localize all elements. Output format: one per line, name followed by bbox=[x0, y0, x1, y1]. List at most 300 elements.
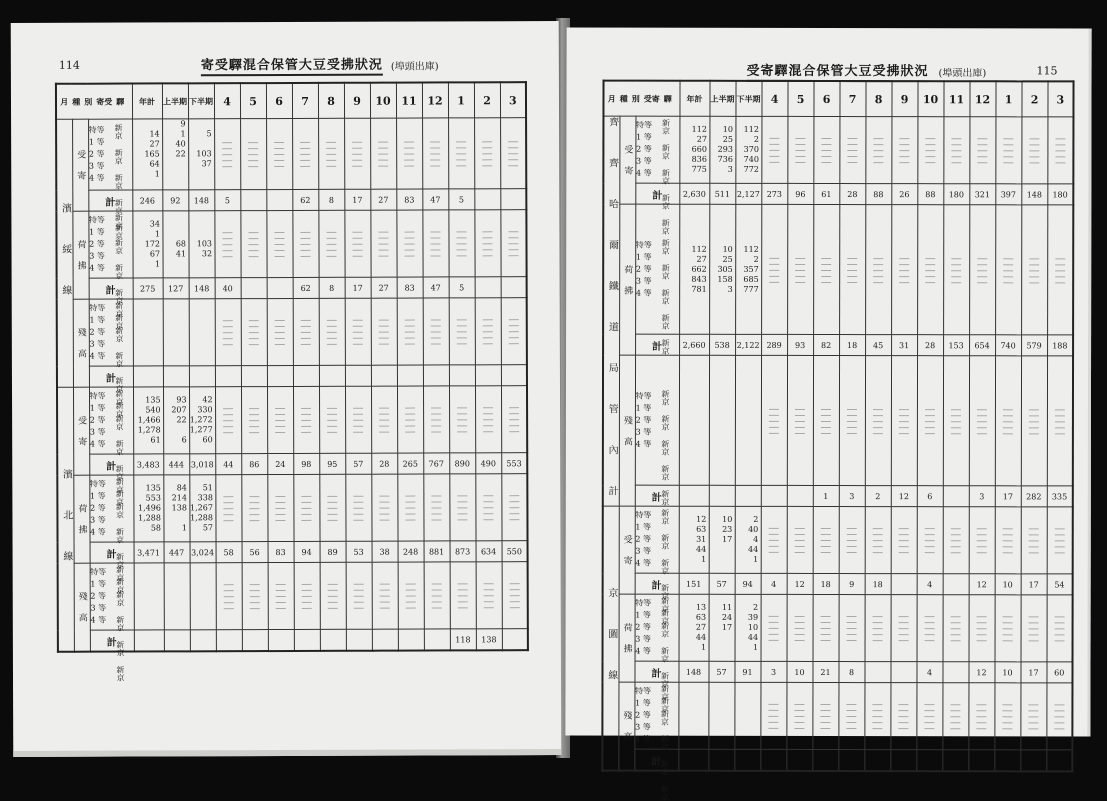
grade-label: 1 等 bbox=[89, 227, 105, 237]
cell-value: 5 bbox=[206, 129, 212, 139]
dash-mark bbox=[405, 413, 415, 415]
dash-mark bbox=[769, 419, 779, 421]
cell-value bbox=[164, 611, 189, 621]
total-label: 計 bbox=[89, 454, 133, 475]
dash-mark bbox=[1055, 539, 1065, 541]
month-values bbox=[397, 386, 423, 453]
dash-mark bbox=[847, 269, 857, 271]
dash-mark bbox=[1029, 426, 1039, 428]
month-values bbox=[267, 386, 293, 453]
corner-label: 受寄 bbox=[643, 93, 660, 104]
month-values bbox=[370, 210, 396, 277]
dash-mark bbox=[1003, 269, 1013, 271]
month-total bbox=[760, 749, 786, 771]
grade-label: 特等 bbox=[635, 598, 652, 608]
grade-label: 3 等 bbox=[89, 339, 106, 349]
dash-mark bbox=[300, 159, 310, 161]
dash-mark bbox=[1029, 257, 1039, 259]
total-label: 計 bbox=[90, 542, 134, 563]
month-total bbox=[397, 365, 423, 386]
dash-mark bbox=[223, 419, 233, 421]
total-label: 計 bbox=[89, 278, 133, 299]
dash-mark bbox=[484, 600, 494, 602]
month-values bbox=[293, 298, 319, 365]
dash-mark bbox=[847, 527, 857, 529]
grade-label: 特等 bbox=[635, 510, 652, 520]
first-half-values bbox=[163, 387, 189, 454]
dash-mark bbox=[249, 243, 259, 245]
grade-label: 1 等 bbox=[90, 491, 106, 501]
year-total: 2,660 bbox=[679, 334, 709, 355]
cell-value: 1,288 bbox=[138, 513, 161, 523]
dash-mark bbox=[458, 588, 468, 590]
dash-mark bbox=[509, 582, 519, 584]
month-total: 28 bbox=[917, 335, 943, 356]
cell-value bbox=[190, 571, 215, 581]
dash-mark bbox=[821, 262, 831, 264]
second-half-total bbox=[734, 749, 760, 771]
cell-value bbox=[133, 327, 162, 337]
dash-mark bbox=[404, 237, 414, 239]
dash-mark bbox=[1003, 432, 1013, 434]
dash-mark bbox=[795, 280, 805, 282]
month-values bbox=[344, 118, 370, 189]
dash-mark bbox=[794, 709, 804, 711]
grade-label: 4 等 bbox=[89, 263, 105, 273]
dash-mark bbox=[379, 519, 389, 521]
dash-mark bbox=[820, 715, 830, 717]
year-total: 275 bbox=[133, 278, 163, 299]
dash-mark bbox=[951, 615, 961, 617]
dash-mark bbox=[509, 324, 519, 326]
grade-label: 特等 bbox=[635, 240, 652, 250]
dash-mark bbox=[847, 551, 857, 553]
dash-mark bbox=[380, 601, 390, 603]
cell-value bbox=[190, 591, 215, 601]
month-values bbox=[813, 204, 839, 334]
month-values bbox=[995, 507, 1021, 574]
dash-mark bbox=[1029, 420, 1039, 422]
dash-mark bbox=[327, 513, 337, 515]
cell-value bbox=[709, 425, 734, 435]
dash-mark bbox=[873, 545, 883, 547]
grade-list bbox=[635, 116, 679, 235]
dash-mark bbox=[353, 513, 363, 515]
month-total: 89 bbox=[320, 541, 346, 562]
month-total: 3 bbox=[969, 486, 995, 507]
dash-mark bbox=[769, 425, 779, 427]
cell-value: 1,272 bbox=[189, 415, 213, 425]
month-values bbox=[448, 210, 474, 277]
dash-mark bbox=[925, 420, 935, 422]
grade-label: 2 等 bbox=[636, 144, 652, 154]
dash-mark bbox=[509, 594, 519, 596]
dash-mark bbox=[274, 153, 284, 155]
dash-mark bbox=[327, 495, 337, 497]
dash-mark bbox=[872, 721, 882, 723]
dash-mark bbox=[404, 141, 414, 143]
dash-mark bbox=[275, 495, 285, 497]
cell-value: 27 bbox=[696, 254, 707, 264]
cell-value bbox=[164, 591, 189, 601]
dash-mark bbox=[1055, 426, 1065, 428]
cell-value: 84 bbox=[176, 483, 187, 493]
cell-value: 64 bbox=[149, 159, 160, 169]
dash-mark bbox=[847, 639, 857, 641]
grade-label: 3 等 bbox=[90, 515, 106, 525]
cell-value bbox=[735, 395, 760, 405]
dash-mark bbox=[951, 155, 961, 157]
first-half-total bbox=[709, 485, 735, 506]
dash-mark bbox=[769, 627, 779, 629]
cell-value: 1 bbox=[753, 554, 759, 564]
dash-mark bbox=[976, 721, 986, 723]
grade-list bbox=[89, 299, 133, 418]
dash-mark bbox=[352, 165, 362, 167]
dash-mark bbox=[795, 621, 805, 623]
left-page bbox=[11, 21, 562, 757]
dash-mark bbox=[508, 140, 518, 142]
month-total: 10 bbox=[995, 574, 1021, 595]
dash-mark bbox=[950, 703, 960, 705]
section-label: 荷 拂 bbox=[73, 475, 89, 563]
dash-mark bbox=[223, 507, 233, 509]
dash-mark bbox=[405, 343, 415, 345]
dash-mark bbox=[821, 633, 831, 635]
month-values bbox=[423, 298, 449, 365]
grade-label: 特等 bbox=[634, 686, 651, 696]
dash-mark bbox=[847, 137, 857, 139]
dash-mark bbox=[327, 431, 337, 433]
dash-mark bbox=[301, 501, 311, 503]
dash-mark bbox=[431, 318, 441, 320]
month-total: 88 bbox=[865, 184, 891, 205]
month-values bbox=[396, 118, 422, 189]
month-total: 4 bbox=[917, 662, 943, 683]
cell-value: 772 bbox=[743, 164, 759, 174]
month-values bbox=[968, 683, 994, 750]
dash-mark bbox=[431, 430, 441, 432]
first-half-values bbox=[163, 299, 189, 366]
dash-mark bbox=[509, 588, 519, 590]
month-total bbox=[474, 189, 500, 210]
total-label: 計 bbox=[634, 661, 678, 682]
month-total bbox=[994, 750, 1020, 772]
month-header: 5 bbox=[240, 83, 266, 119]
grade-list bbox=[635, 204, 679, 355]
month-total: 289 bbox=[761, 334, 787, 355]
month-total: 550 bbox=[502, 541, 528, 562]
dash-mark bbox=[379, 249, 389, 251]
dash-mark bbox=[846, 721, 856, 723]
cell-value bbox=[133, 307, 162, 317]
dash-mark bbox=[873, 639, 883, 641]
dash-mark bbox=[1029, 275, 1039, 277]
cell-value bbox=[679, 395, 708, 405]
dash-mark bbox=[977, 627, 987, 629]
dash-mark bbox=[951, 627, 961, 629]
dash-mark bbox=[275, 343, 285, 345]
month-total: 93 bbox=[787, 334, 813, 355]
dash-mark bbox=[223, 519, 233, 521]
month-total: 95 bbox=[319, 453, 345, 474]
dash-mark bbox=[847, 155, 857, 157]
dash-mark bbox=[769, 633, 779, 635]
grade-label: 2 等 bbox=[89, 327, 106, 337]
month-values bbox=[943, 356, 969, 486]
dash-mark bbox=[1003, 281, 1013, 283]
month-values bbox=[267, 474, 293, 541]
dash-mark bbox=[873, 633, 883, 635]
dash-mark bbox=[951, 275, 961, 277]
month-values bbox=[1021, 205, 1047, 335]
month-total bbox=[942, 750, 968, 772]
grade-label: 1 等 bbox=[635, 698, 651, 708]
month-values bbox=[475, 474, 501, 541]
cell-value bbox=[134, 581, 163, 591]
cell-value: 60 bbox=[202, 435, 213, 445]
month-values bbox=[839, 507, 865, 574]
dash-mark bbox=[327, 249, 337, 251]
dash-mark bbox=[327, 255, 337, 257]
dash-mark bbox=[977, 615, 987, 617]
dash-mark bbox=[1029, 155, 1039, 157]
year-total: 2,630 bbox=[679, 183, 709, 204]
month-total bbox=[294, 629, 320, 651]
station-names: 新京 新京 新京 新京 新京 bbox=[661, 118, 671, 235]
dash-mark bbox=[457, 512, 467, 514]
year-total: 151 bbox=[679, 573, 709, 594]
dash-mark bbox=[275, 407, 285, 409]
dash-mark bbox=[899, 275, 909, 277]
dash-mark bbox=[1002, 703, 1012, 705]
month-values bbox=[1046, 683, 1072, 750]
dash-mark bbox=[1003, 615, 1013, 617]
dash-mark bbox=[250, 595, 260, 597]
dash-mark bbox=[769, 155, 779, 157]
dash-mark bbox=[899, 633, 909, 635]
dash-mark bbox=[250, 589, 260, 591]
dash-mark bbox=[378, 147, 388, 149]
dash-mark bbox=[899, 621, 909, 623]
dash-mark bbox=[951, 432, 961, 434]
first-half-values bbox=[164, 563, 190, 630]
dash-mark bbox=[275, 255, 285, 257]
section-label: 受 寄 bbox=[72, 119, 88, 211]
month-total: 86 bbox=[241, 454, 267, 475]
dash-mark bbox=[378, 165, 388, 167]
dash-mark bbox=[405, 519, 415, 521]
cell-value: 44 bbox=[695, 632, 707, 642]
dash-mark bbox=[431, 248, 441, 250]
cell-value: 1,496 bbox=[138, 503, 161, 513]
dash-mark bbox=[483, 318, 493, 320]
month-values bbox=[216, 563, 242, 630]
dash-mark bbox=[820, 727, 830, 729]
dash-mark bbox=[405, 495, 415, 497]
cell-value bbox=[134, 611, 163, 621]
dash-mark bbox=[977, 420, 987, 422]
dash-mark bbox=[275, 519, 285, 521]
dash-mark bbox=[509, 512, 519, 514]
dash-mark bbox=[380, 595, 390, 597]
dash-mark bbox=[249, 319, 259, 321]
dash-mark bbox=[457, 506, 467, 508]
grade-label: 3 等 bbox=[635, 722, 651, 732]
dash-mark bbox=[769, 527, 779, 529]
dash-mark bbox=[899, 155, 909, 157]
grade-label: 1 等 bbox=[636, 132, 652, 142]
month-total bbox=[372, 629, 398, 651]
dash-mark bbox=[925, 143, 935, 145]
month-values bbox=[475, 298, 501, 365]
dash-mark bbox=[768, 703, 778, 705]
dash-mark bbox=[925, 627, 935, 629]
cell-value: 112 bbox=[691, 244, 707, 254]
dash-mark bbox=[275, 331, 285, 333]
cell-value bbox=[134, 571, 163, 581]
grade-list bbox=[635, 594, 679, 713]
dash-mark bbox=[899, 257, 909, 259]
month-values bbox=[424, 562, 450, 629]
first-half-total: 127 bbox=[163, 278, 189, 299]
month-total: 12 bbox=[969, 574, 995, 595]
month-values bbox=[344, 210, 370, 277]
month-values bbox=[891, 356, 917, 486]
second-half-values bbox=[189, 475, 215, 542]
first-half-values bbox=[709, 355, 735, 485]
second-half-values bbox=[734, 682, 760, 749]
dash-mark bbox=[795, 545, 805, 547]
dash-mark bbox=[899, 533, 909, 535]
month-values bbox=[813, 355, 839, 485]
dash-mark bbox=[509, 330, 519, 332]
dash-mark bbox=[509, 418, 519, 420]
cell-value: 34 bbox=[149, 219, 160, 229]
month-total: 61 bbox=[813, 183, 839, 204]
month-total: 8 bbox=[319, 277, 345, 298]
dash-mark bbox=[327, 325, 337, 327]
dash-mark bbox=[405, 337, 415, 339]
dash-mark bbox=[274, 159, 284, 161]
station-names: 新京 新京 新京 新京 新京 bbox=[660, 596, 670, 713]
corner-label: 種 bbox=[72, 96, 81, 107]
dash-mark bbox=[508, 254, 518, 256]
dash-mark bbox=[326, 165, 336, 167]
dash-mark bbox=[1029, 615, 1039, 617]
month-values bbox=[266, 118, 292, 189]
dash-mark bbox=[925, 432, 935, 434]
month-total: 56 bbox=[242, 542, 268, 563]
dash-mark bbox=[873, 149, 883, 151]
dash-mark bbox=[899, 149, 909, 151]
month-values bbox=[241, 387, 267, 454]
dash-mark bbox=[275, 513, 285, 515]
month-values bbox=[891, 595, 917, 662]
month-values bbox=[761, 506, 787, 573]
dash-mark bbox=[249, 237, 259, 239]
first-half-values bbox=[709, 594, 735, 661]
grade-label: 3 等 bbox=[636, 156, 652, 166]
dash-mark bbox=[872, 715, 882, 717]
dash-mark bbox=[795, 155, 805, 157]
cell-value bbox=[189, 169, 214, 179]
dash-mark bbox=[977, 275, 987, 277]
month-values bbox=[865, 356, 891, 486]
month-total bbox=[943, 574, 969, 595]
month-values bbox=[995, 595, 1021, 662]
cell-value: 1 bbox=[701, 554, 707, 564]
dash-mark bbox=[898, 727, 908, 729]
month-values bbox=[943, 507, 969, 574]
dash-mark bbox=[847, 275, 857, 277]
dash-mark bbox=[249, 249, 259, 251]
dash-mark bbox=[483, 500, 493, 502]
dash-mark bbox=[483, 254, 493, 256]
dash-mark bbox=[950, 715, 960, 717]
dash-mark bbox=[249, 425, 259, 427]
dash-mark bbox=[1055, 161, 1065, 163]
first-half-values bbox=[163, 475, 189, 542]
month-total: 6 bbox=[917, 486, 943, 507]
month-total bbox=[216, 630, 242, 652]
dash-mark bbox=[873, 615, 883, 617]
station-names: 新京 新京 新京 新京 新京 bbox=[114, 123, 124, 240]
month-values bbox=[995, 205, 1021, 335]
cell-value: 44 bbox=[747, 632, 759, 642]
dash-mark bbox=[483, 494, 493, 496]
dash-mark bbox=[873, 161, 883, 163]
section-label: 受 寄 bbox=[619, 506, 635, 594]
dash-mark bbox=[1003, 533, 1013, 535]
dash-mark bbox=[275, 325, 285, 327]
dash-mark bbox=[483, 430, 493, 432]
cell-value: 6 bbox=[181, 435, 187, 445]
dash-mark bbox=[977, 639, 987, 641]
dash-mark bbox=[821, 268, 831, 270]
month-header: 7 bbox=[292, 83, 318, 119]
cell-value bbox=[190, 611, 215, 621]
dash-mark bbox=[326, 147, 336, 149]
dash-mark bbox=[898, 703, 908, 705]
cell-value: 781 bbox=[691, 284, 707, 294]
grade-label: 4 等 bbox=[635, 646, 651, 656]
month-values bbox=[838, 683, 864, 750]
grade-label: 4 等 bbox=[635, 288, 652, 298]
dash-mark bbox=[847, 408, 857, 410]
dash-mark bbox=[951, 269, 961, 271]
corner-header bbox=[56, 84, 132, 120]
dash-mark bbox=[301, 507, 311, 509]
dash-mark bbox=[431, 342, 441, 344]
year-values bbox=[132, 119, 162, 190]
dash-mark bbox=[431, 500, 441, 502]
dash-mark bbox=[327, 331, 337, 333]
cell-value bbox=[164, 425, 189, 435]
dash-mark bbox=[925, 269, 935, 271]
dash-mark bbox=[977, 545, 987, 547]
month-values bbox=[319, 386, 345, 453]
month-header: 6 bbox=[266, 83, 292, 119]
dash-mark bbox=[354, 583, 364, 585]
month-values bbox=[865, 595, 891, 662]
dash-mark bbox=[405, 513, 415, 515]
month-header: 3 bbox=[1047, 81, 1073, 117]
month-total: 62 bbox=[293, 277, 319, 298]
dash-mark bbox=[223, 413, 233, 415]
dash-mark bbox=[847, 615, 857, 617]
dash-mark bbox=[899, 269, 909, 271]
